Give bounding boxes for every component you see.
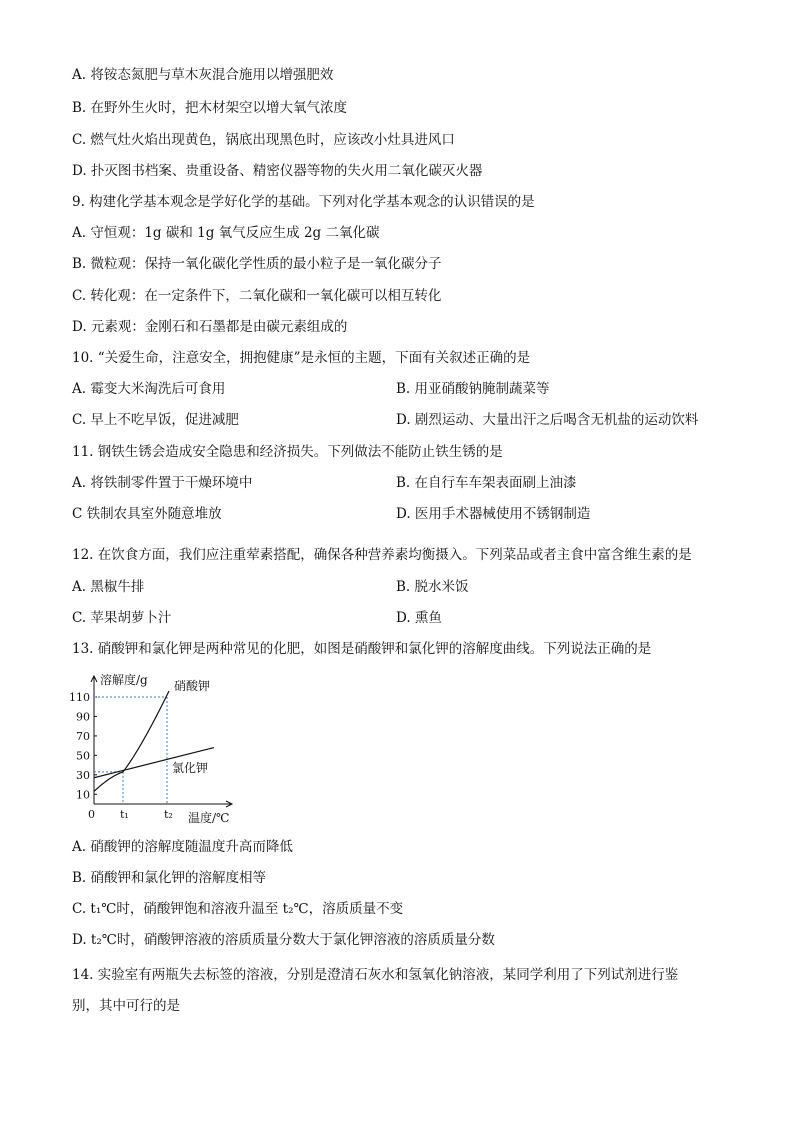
solubility-chart — [62, 670, 252, 828]
x-tick-label: t₂ — [164, 808, 173, 821]
series-label-硝酸钾: 硝酸钾 — [174, 679, 211, 693]
y-tick-label: 30 — [76, 768, 90, 782]
q12-option-b: B. 脱水米饭 — [396, 579, 469, 595]
q13-option-c: C. t₁℃时，硝酸钾饱和溶液升温至 t₂℃，溶质质量不变 — [72, 901, 404, 917]
q8-option-c: C. 燃气灶火焰出现黄色，锅底出现黑色时，应该改小灶具进风口 — [72, 132, 455, 148]
q9-option-b: B. 微粒观：保持一氧化碳化学性质的最小粒子是一氧化碳分子 — [72, 256, 442, 272]
q8-option-b: B. 在野外生火时，把木材架空以增大氧气浓度 — [72, 100, 348, 116]
q13-option-a: A. 硝酸钾的溶解度随温度升高而降低 — [72, 839, 293, 855]
q11-stem: 11. 钢铁生锈会造成安全隐患和经济损失。下列做法不能防止铁生锈的是 — [72, 444, 503, 460]
origin-label: 0 — [88, 808, 95, 821]
y-axis-label: 溶解度/g — [100, 673, 148, 687]
q12-option-a: A. 黑椒牛排 — [72, 579, 145, 595]
q9-option-c: C. 转化观：在一定条件下，二氧化碳和一氧化碳可以相互转化 — [72, 288, 442, 304]
q12-stem: 12. 在饮食方面，我们应注重荤素搭配，确保各种营养素均衡摄入。下列菜品或者主食中富含维生素的是 — [72, 547, 692, 563]
q10-option-a: A. 霉变大米淘洗后可食用 — [72, 381, 226, 397]
q9-option-a: A. 守恒观：1g 碳和 1g 氧气反应生成 2g 二氧化碳 — [72, 225, 380, 241]
q8-option-d: D. 扑灭图书档案、贵重设备、精密仪器等物的失火用二氧化碳灭火器 — [72, 163, 483, 179]
y-tick-label: 70 — [76, 729, 90, 743]
q9-stem: 9. 构建化学基本观念是学好化学的基础。下列对化学基本观念的认识错误的是 — [72, 194, 535, 210]
x-tick-label: t₁ — [120, 808, 129, 821]
q8-option-a: A. 将铵态氮肥与草木灰混合施用以增强肥效 — [72, 67, 334, 83]
q13-option-b: B. 硝酸钾和氯化钾的溶解度相等 — [72, 870, 267, 886]
q11-option-d: D. 医用手术器械使用不锈钢制造 — [396, 506, 591, 522]
q13-stem: 13. 硝酸钾和氯化钾是两种常见的化肥，如图是硝酸钾和氯化钾的溶解度曲线。下列说法正确的是 — [72, 641, 652, 657]
q12-option-c: C. 苹果胡萝卜汁 — [72, 610, 172, 626]
q9-option-d: D. 元素观：金刚石和石墨都是由碳元素组成的 — [72, 319, 348, 335]
q13-option-d: D. t₂℃时，硝酸钾溶液的溶质质量分数大于氯化钾溶液的溶质质量分数 — [72, 932, 495, 948]
q11-option-b: B. 在自行车车架表面刷上油漆 — [396, 475, 577, 491]
y-tick-label: 90 — [76, 710, 90, 724]
y-tick-label: 10 — [76, 788, 90, 802]
q11-option-a: A. 将铁制零件置于干燥环境中 — [72, 475, 253, 491]
q12-option-d: D. 熏鱼 — [396, 610, 442, 626]
q10-stem: 10. “关爱生命，注意安全，拥抱健康”是永恒的主题，下面有关叙述正确的是 — [72, 350, 531, 366]
q10-option-b: B. 用亚硝酸钠腌制蔬菜等 — [396, 381, 550, 397]
y-tick-label: 110 — [69, 691, 90, 704]
q14-stem-line2: 别，其中可行的是 — [72, 998, 180, 1014]
q14-stem-line1: 14. 实验室有两瓶失去标签的溶液，分别是澄清石灰水和氢氧化钠溶液，某同学利用了下列试剂进行鉴 — [72, 967, 679, 983]
y-tick-label: 50 — [76, 749, 90, 763]
q10-option-c: C. 早上不吃早饭，促进减肥 — [72, 412, 239, 428]
q11-option-c: C 铁制农具室外随意堆放 — [72, 506, 222, 522]
series-label-氯化钾: 氯化钾 — [172, 761, 209, 775]
series-line-硝酸钾 — [94, 691, 169, 791]
q10-option-d: D. 剧烈运动、大量出汗之后喝含无机盐的运动饮料 — [396, 412, 699, 428]
x-axis-label: 温度/℃ — [188, 811, 230, 825]
